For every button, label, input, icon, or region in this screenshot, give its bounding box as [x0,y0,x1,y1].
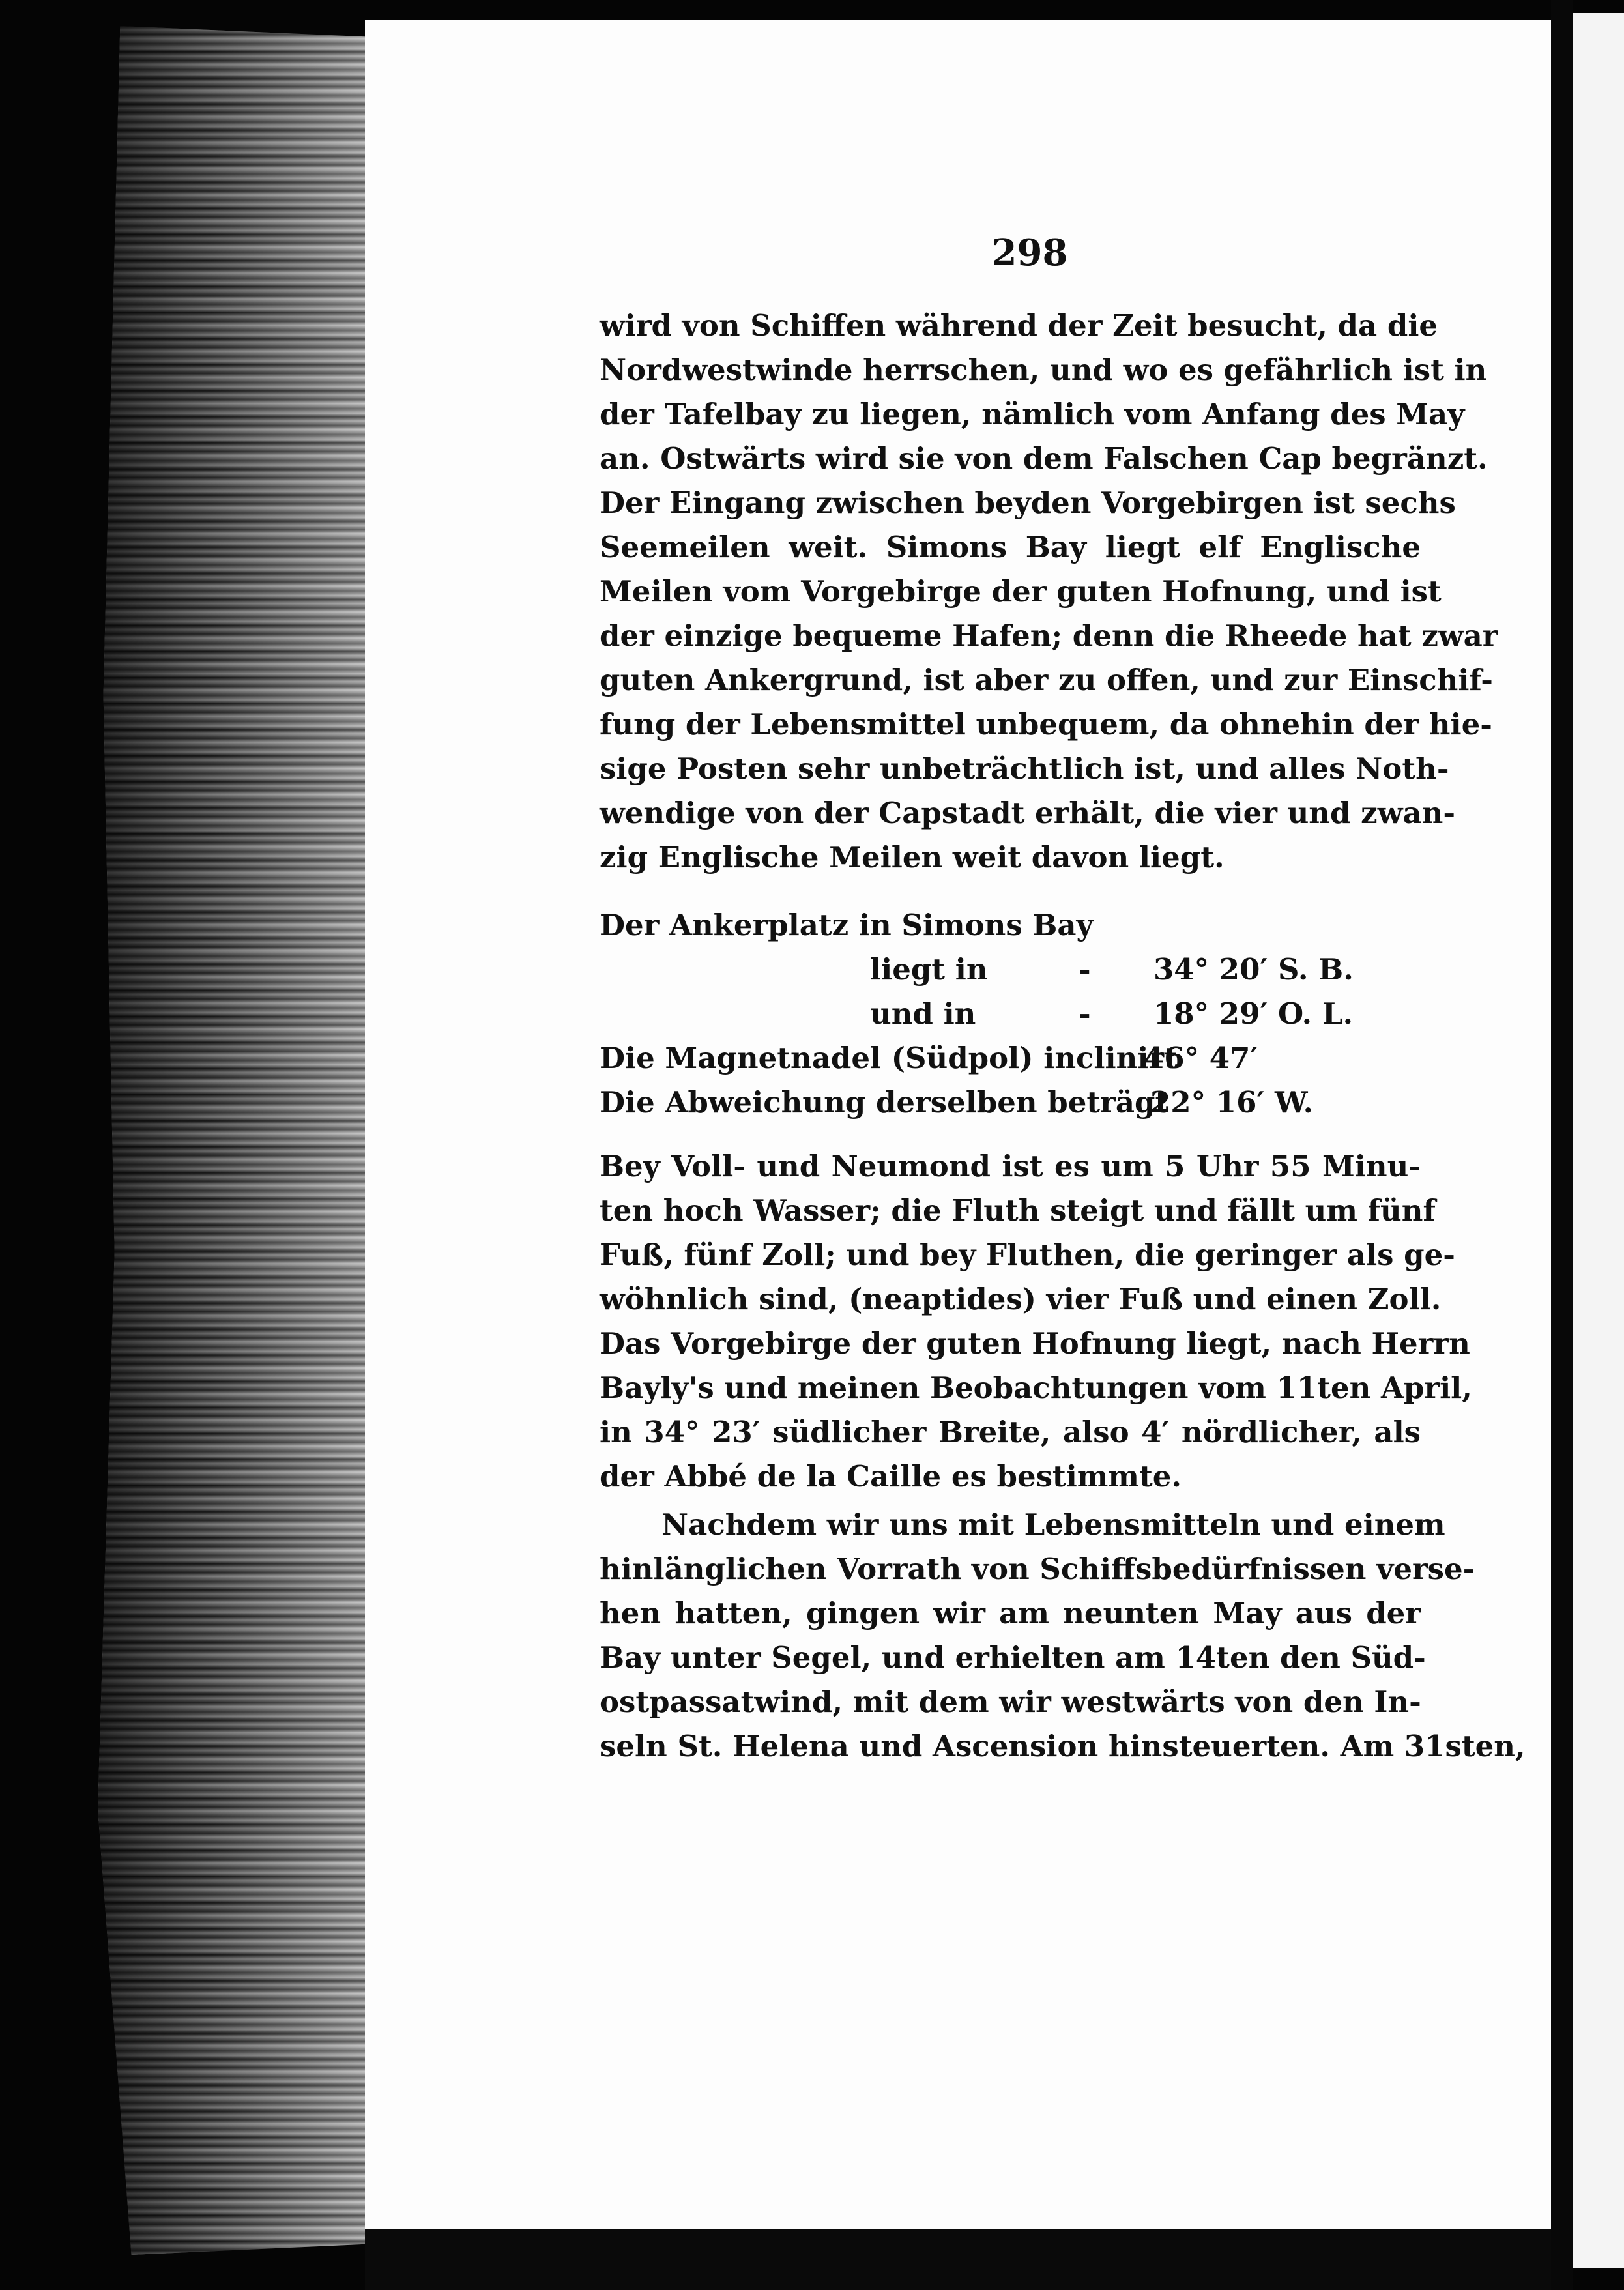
text-line: Seemeilen weit. Simons Bay liegt elf Englische [600,530,1421,564]
text-line: Bay unter Segel, und erhielten am 14ten den Süd- [600,1640,1426,1675]
text-line: zig Englische Meilen weit davon liegt. [600,840,1225,875]
table-value: 18° 29′ O. L. [1153,996,1354,1031]
text-line: Fuß, fünf Zoll; und bey Fluthen, die geringer als ge- [600,1238,1455,1272]
table-value: 46° 47′ [1144,1041,1258,1075]
text-line: guten Ankergrund, ist aber zu offen, und zur Einschif- [600,663,1493,697]
text-line: Nordwestwinde herrschen, und wo es gefährlich ist in [600,353,1487,387]
text-line: Der Eingang zwischen beyden Vorgebirgen ist sechs [600,486,1456,520]
text-line: wird von Schiffen während der Zeit besucht, da die [600,308,1438,343]
page-number: 298 [991,231,1068,274]
scan-bottom-edge [365,2229,1551,2290]
gutter-strip [1551,0,1573,2290]
table-value: 22° 16′ W. [1150,1085,1314,1120]
text-line: Nachdem wir uns mit Lebensmitteln und einem [661,1507,1445,1542]
table-label: und in [870,996,976,1031]
table-row [600,1083,1421,1122]
table-label: Die Abweichung derselben beträgt [600,1085,1169,1120]
text-line: ten hoch Wasser; die Fluth steigt und fällt um fünf [600,1193,1436,1228]
table-label: Die Magnetnadel (Südpol) inclinirt [600,1041,1178,1075]
adjacent-page [1573,13,1624,2268]
text-line: wöhnlich sind, (neaptides) vier Fuß und einen Zoll. [600,1282,1442,1316]
text-line: in 34° 23′ südlicher Breite, also 4′ nördlicher, als [600,1415,1421,1449]
table-row [600,1039,1421,1078]
table-row [600,994,1421,1034]
text-line: Meilen vom Vorgebirge der guten Hofnung, und ist [600,574,1442,609]
text-line: Das Vorgebirge der guten Hofnung liegt, nach Herrn [600,1326,1470,1361]
text-line: Bey Voll- und Neumond ist es um 5 Uhr 55 Minu- [600,1149,1421,1183]
table-leader: - [1079,996,1091,1031]
text-line: seln St. Helena und Ascension hinsteuerten. Am 31sten, [600,1729,1526,1763]
text-line: der Tafelbay zu liegen, nämlich vom Anfang des May [600,397,1465,431]
text-line: hinlänglichen Vorrath von Schiffsbedürfnissen verse- [600,1552,1475,1586]
text-line: wendige von der Capstadt erhält, die vier und zwan- [600,796,1455,830]
table-label: liegt in [870,952,988,987]
text-line: der Abbé de la Caille es bestimmte. [600,1459,1182,1494]
table-row [600,906,1421,945]
table-value: 34° 20′ S. B. [1153,952,1354,987]
text-line: der einzige bequeme Hafen; denn die Rheede hat zwar [600,618,1498,653]
text-line: Bayly's und meinen Beobachtungen vom 11ten April, [600,1370,1472,1405]
text-line: sige Posten sehr unbeträchtlich ist, und alles Noth- [600,751,1449,786]
text-line: an. Ostwärts wird sie von dem Falschen Cap begränzt. [600,441,1488,476]
text-line: fung der Lebensmittel unbequem, da ohnehin der hie- [600,707,1492,742]
table-label: Der Ankerplatz in Simons Bay [600,908,1094,942]
table-leader: - [1079,952,1091,987]
text-line: hen hatten, gingen wir am neunten May aus der [600,1596,1421,1631]
table-row [600,950,1421,989]
text-line: ostpassatwind, mit dem wir westwärts von den In- [600,1685,1421,1719]
page-edge-shadow [98,26,378,2255]
